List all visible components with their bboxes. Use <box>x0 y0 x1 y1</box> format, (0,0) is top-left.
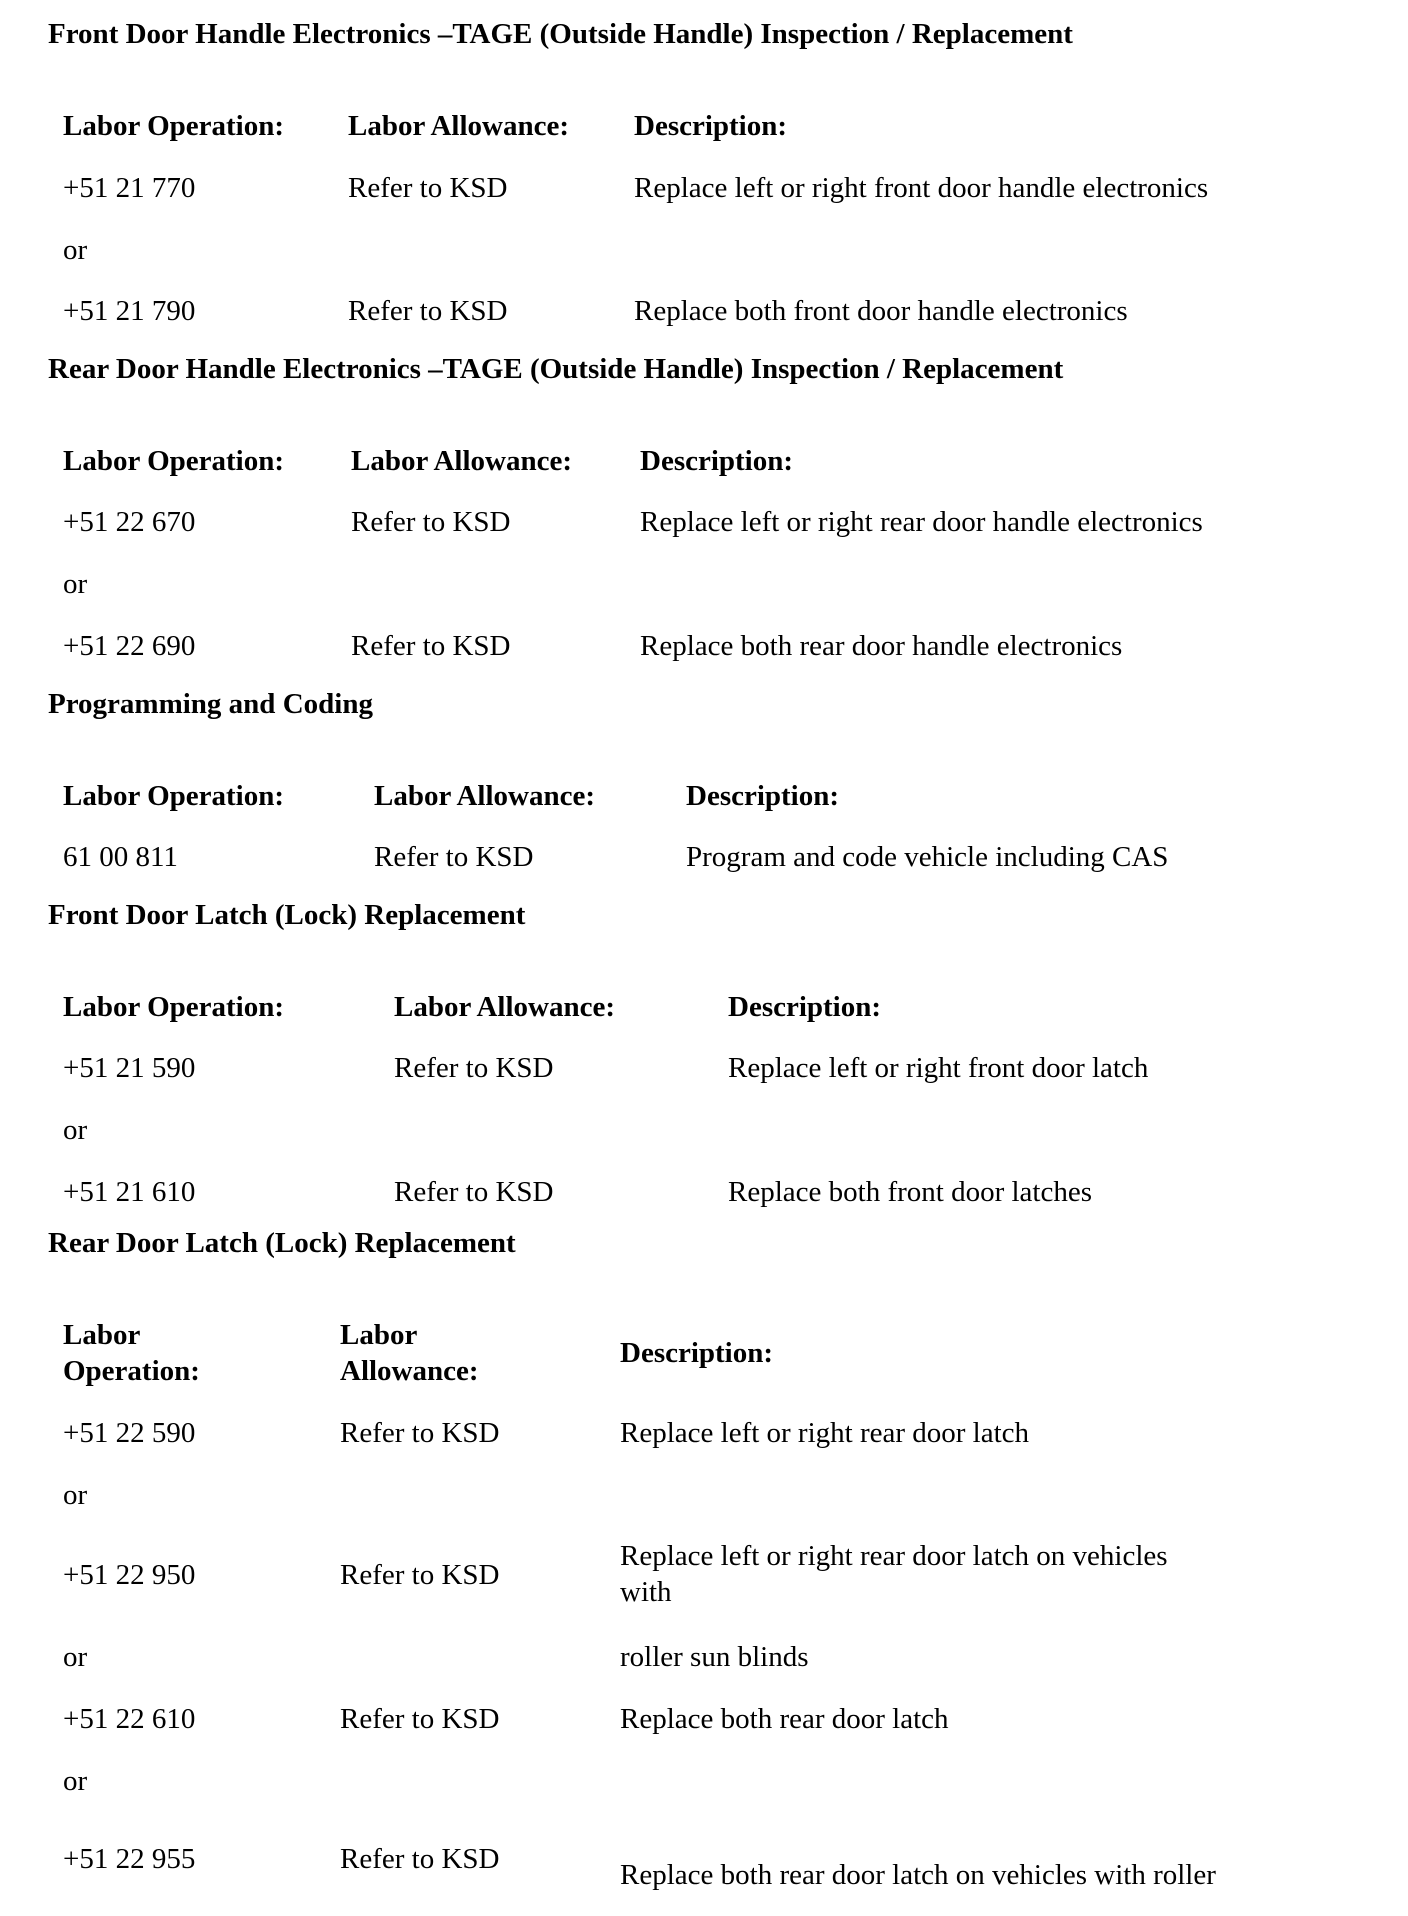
row-allowance: Refer to KSD <box>394 1052 554 1084</box>
row-or: or <box>63 1765 88 1797</box>
row-description: Replace both rear door latch <box>620 1703 949 1735</box>
header-labor-operation-line2: Operation: <box>63 1355 200 1387</box>
row-description: Replace both rear door latch on vehicles with roller <box>620 1859 1216 1891</box>
header-description: Description: <box>686 780 840 812</box>
row-operation: 61 00 811 <box>63 841 178 873</box>
row-operation: +51 22 950 <box>63 1559 196 1591</box>
row-or: or <box>63 234 88 266</box>
header-labor-operation-line1: Labor <box>63 1319 141 1351</box>
section-title-front-door-latch: Front Door Latch (Lock) Replacement <box>48 899 526 931</box>
row-description-line2: with <box>620 1576 672 1608</box>
row-operation: +51 22 955 <box>63 1843 196 1875</box>
row-description: Replace both rear door handle electronics <box>640 630 1123 662</box>
row-or: or <box>63 1114 88 1146</box>
row-operation: +51 21 790 <box>63 295 196 327</box>
header-description: Description: <box>634 110 788 142</box>
row-description: Program and code vehicle including CAS <box>686 841 1169 873</box>
row-or: or <box>63 568 88 600</box>
row-description: Replace both front door latches <box>728 1176 1092 1208</box>
row-description: Replace left or right rear door latch <box>620 1417 1030 1449</box>
row-description: Replace left or right rear door handle electronics <box>640 506 1203 538</box>
row-operation: +51 21 610 <box>63 1176 196 1208</box>
section-title-programming-coding: Programming and Coding <box>48 688 373 720</box>
row-operation: +51 22 670 <box>63 506 196 538</box>
row-allowance: Refer to KSD <box>340 1417 500 1449</box>
row-allowance: Refer to KSD <box>348 172 508 204</box>
section-title-rear-door-latch: Rear Door Latch (Lock) Replacement <box>48 1227 516 1259</box>
row-or: or <box>63 1479 88 1511</box>
row-description: Replace left or right front door handle electronics <box>634 172 1209 204</box>
header-labor-operation: Labor Operation: <box>63 445 284 477</box>
row-operation: +51 21 770 <box>63 172 196 204</box>
row-allowance: Refer to KSD <box>351 630 511 662</box>
row-allowance: Refer to KSD <box>340 1843 500 1875</box>
header-labor-allowance-line1: Labor <box>340 1319 418 1351</box>
row-description: roller sun blinds <box>620 1641 809 1673</box>
header-labor-allowance: Labor Allowance: <box>394 991 615 1023</box>
header-labor-allowance-line2: Allowance: <box>340 1355 479 1387</box>
header-labor-operation: Labor Operation: <box>63 110 284 142</box>
row-description: Replace left or right front door latch <box>728 1052 1149 1084</box>
row-or: or <box>63 1641 88 1673</box>
header-description: Description: <box>620 1337 774 1369</box>
header-description: Description: <box>640 445 794 477</box>
section-title-front-door-handle: Front Door Handle Electronics –TAGE (Outside Handle) Inspection / Replacement <box>48 18 1073 50</box>
row-description-line1: Replace left or right rear door latch on vehicles <box>620 1540 1168 1572</box>
header-labor-operation: Labor Operation: <box>63 780 284 812</box>
header-description: Description: <box>728 991 882 1023</box>
section-title-rear-door-handle: Rear Door Handle Electronics –TAGE (Outside Handle) Inspection / Replacement <box>48 353 1064 385</box>
row-allowance: Refer to KSD <box>394 1176 554 1208</box>
header-labor-allowance: Labor Allowance: <box>351 445 572 477</box>
row-allowance: Refer to KSD <box>374 841 534 873</box>
row-operation: +51 22 610 <box>63 1703 196 1735</box>
row-operation: +51 22 590 <box>63 1417 196 1449</box>
row-operation: +51 22 690 <box>63 630 196 662</box>
row-description: Replace both front door handle electronics <box>634 295 1128 327</box>
row-allowance: Refer to KSD <box>348 295 508 327</box>
header-labor-allowance: Labor Allowance: <box>348 110 569 142</box>
header-labor-allowance: Labor Allowance: <box>374 780 595 812</box>
header-labor-operation: Labor Operation: <box>63 991 284 1023</box>
row-allowance: Refer to KSD <box>340 1559 500 1591</box>
row-operation: +51 21 590 <box>63 1052 196 1084</box>
row-allowance: Refer to KSD <box>340 1703 500 1735</box>
row-allowance: Refer to KSD <box>351 506 511 538</box>
